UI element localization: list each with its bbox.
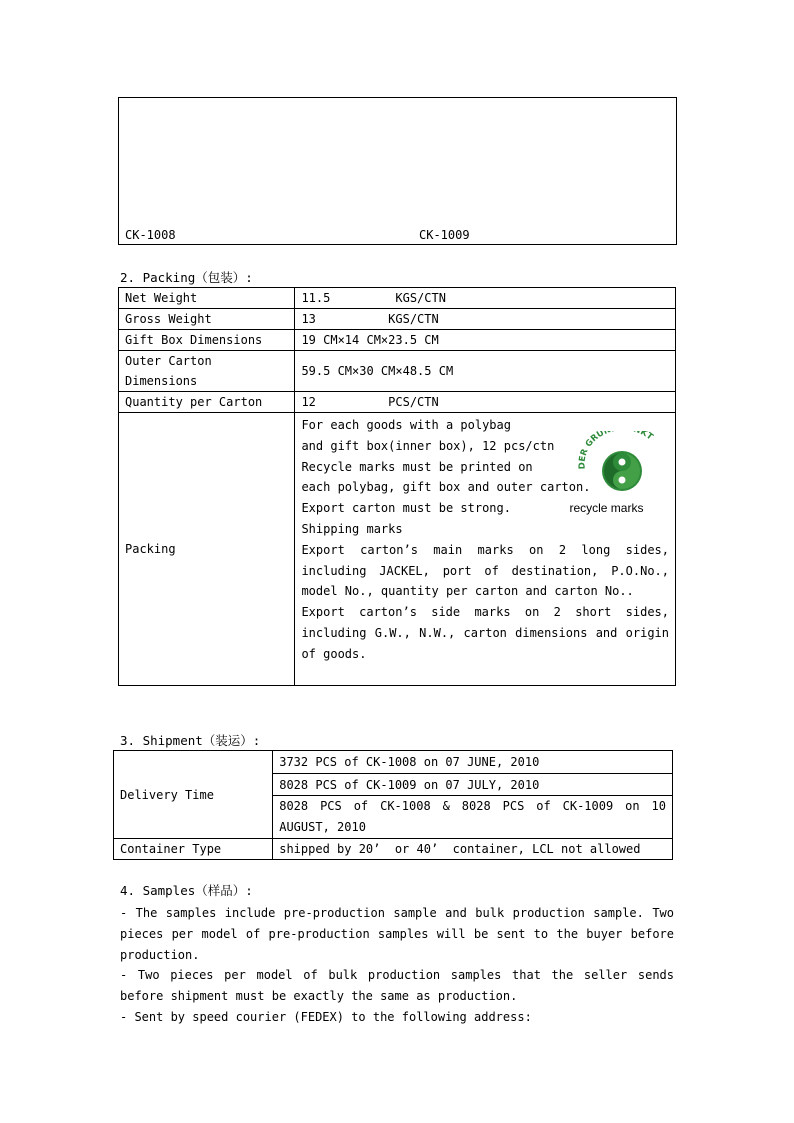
recycle-marks-caption: recycle marks — [569, 500, 644, 515]
delivery-line: 3732 PCS of CK-1008 on 07 JUNE, 2010 — [273, 751, 673, 774]
container-type-value: shipped by 20’ or 40’ container, LCL not allowed — [273, 839, 673, 860]
shipment-heading: 3. Shipment（装运）: — [120, 733, 261, 748]
gross-weight-value: 13 KGS/CTN — [295, 309, 676, 330]
table-row — [114, 839, 673, 860]
delivery-line: 8028 PCS of CK-1009 on 07 JULY, 2010 — [273, 774, 673, 796]
gross-weight-label: Gross Weight — [119, 309, 295, 330]
quantity-per-carton-value: 12 PCS/CTN — [295, 392, 676, 413]
table-row — [114, 751, 673, 774]
shipment-table — [113, 750, 673, 860]
model-label-left: CK-1008 — [125, 228, 176, 242]
outer-carton-dimensions-value: 59.5 CM×30 CM×48.5 CM — [295, 351, 676, 392]
logo-arc-textpath: DER GRÜ KT — [577, 431, 656, 470]
main-marks-paragraph: Export carton’s main marks on 2 long sides, including JACKEL, port of destination, P.O.No., model No., quantity per carton and carton No.. — [301, 542, 669, 599]
packing-line: For each goods with a polybag — [301, 418, 511, 432]
packing-label: Packing — [119, 413, 295, 686]
samples-heading: 4. Samples（样品）: — [120, 883, 253, 898]
net-weight-label: Net Weight — [119, 288, 295, 309]
container-type-label: Container Type — [114, 839, 273, 860]
samples-paragraph: - Sent by speed courier (FEDEX) to the following address: — [120, 1009, 532, 1024]
packing-line: Recycle marks must be printed on — [301, 459, 533, 474]
table-row — [119, 351, 676, 392]
gift-box-dimensions-label: Gift Box Dimensions — [119, 330, 295, 351]
packing-table — [118, 287, 676, 686]
samples-paragraph: - Two pieces per model of bulk production samples that the seller sends before shipment must be exactly the same as production. — [120, 968, 674, 1004]
model-label-right: CK-1009 — [419, 228, 470, 242]
packing-line: Shipping marks — [301, 521, 403, 536]
gift-box-dimensions-value: 19 CM×14 CM×23.5 CM — [295, 330, 676, 351]
packing-details — [295, 413, 676, 686]
side-marks-paragraph: Export carton’s side marks on 2 short sides, including G.W., N.W., carton dimensions and origin of goods. — [301, 605, 669, 661]
packing-line: each polybag, gift box and outer carton. — [301, 480, 591, 495]
recycle-logo — [567, 431, 677, 515]
packing-line: Export carton must be strong. — [301, 501, 511, 516]
delivery-line: 8028 PCS of CK-1008 & 8028 PCS of CK-1009 on 10 AUGUST, 2010 — [273, 796, 673, 839]
samples-paragraph: - The samples include pre-production sample and bulk production sample. Two pieces per model of pre-production samples will be sent to the buyer before production. — [120, 906, 674, 962]
green-dot-icon — [567, 431, 677, 493]
product-image-box — [118, 97, 677, 245]
table-row — [119, 413, 676, 686]
outer-carton-dimensions-label: Outer Carton Dimensions — [119, 351, 295, 392]
table-row — [119, 309, 676, 330]
delivery-time-label: Delivery Time — [114, 751, 273, 839]
samples-body — [120, 903, 674, 1028]
table-row — [119, 330, 676, 351]
net-weight-value: 11.5 KGS/CTN — [295, 288, 676, 309]
packing-line: and gift box(inner box), 12 pcs/ctn — [301, 438, 555, 453]
table-row — [119, 288, 676, 309]
quantity-per-carton-label: Quantity per Carton — [119, 392, 295, 413]
table-row — [119, 392, 676, 413]
packing-heading: 2. Packing（包装）: — [120, 270, 253, 285]
